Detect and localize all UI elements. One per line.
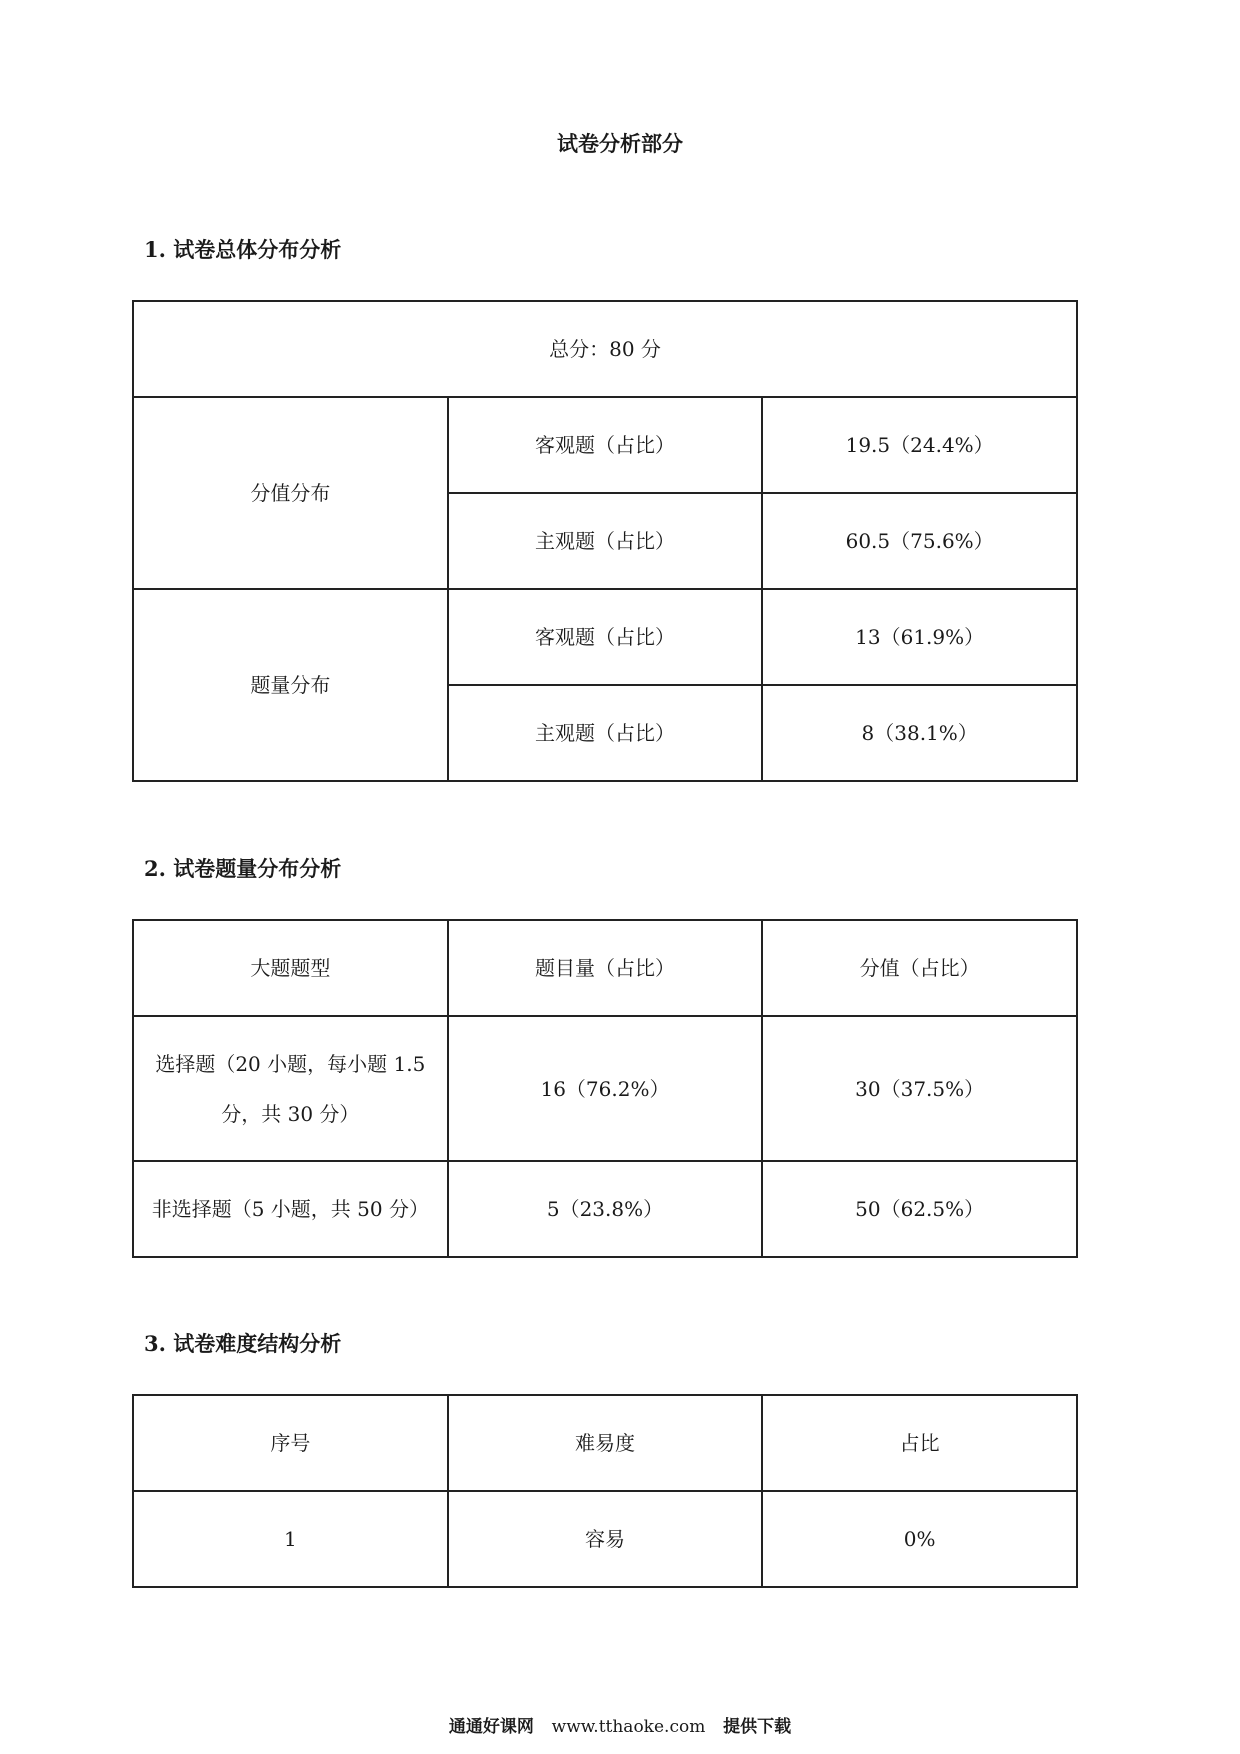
table-cell: 0% — [762, 1491, 1077, 1587]
column-header: 分值（占比） — [762, 920, 1077, 1016]
section-number: 1. — [144, 237, 166, 262]
table-cell: 16（76.2%） — [448, 1016, 763, 1161]
table-cell: 客观题（占比） — [448, 397, 763, 493]
column-header: 难易度 — [448, 1395, 763, 1491]
column-header: 大题题型 — [133, 920, 448, 1016]
section-heading-1 — [144, 234, 341, 264]
column-header: 占比 — [762, 1395, 1077, 1491]
total-score-cell: 总分：80 分 — [133, 301, 1077, 397]
column-header: 序号 — [133, 1395, 448, 1491]
table-header-row — [133, 1395, 1077, 1491]
section-title: 试卷题量分布分析 — [173, 857, 342, 881]
table-cell: 非选择题（5 小题，共 50 分） — [133, 1161, 448, 1257]
table-cell: 13（61.9%） — [762, 589, 1077, 685]
section-number: 2. — [144, 856, 166, 881]
section-title: 试卷总体分布分析 — [173, 238, 342, 262]
table-cell: 客观题（占比） — [448, 589, 763, 685]
table-cell: 19.5（24.4%） — [762, 397, 1077, 493]
table-row — [133, 1491, 1077, 1587]
table-row — [133, 301, 1077, 397]
column-header: 题目量（占比） — [448, 920, 763, 1016]
table-cell: 8（38.1%） — [762, 685, 1077, 781]
section-heading-3 — [144, 1328, 341, 1358]
footer-brand: 通通好课网 — [448, 1717, 534, 1737]
overall-distribution-table — [132, 300, 1078, 782]
table-row — [133, 397, 1077, 493]
score-distribution-label: 分值分布 — [133, 397, 448, 589]
table-row — [133, 1161, 1077, 1257]
difficulty-table — [132, 1394, 1078, 1588]
table-cell: 主观题（占比） — [448, 493, 763, 589]
table-cell: 容易 — [448, 1491, 763, 1587]
table-cell: 60.5（75.6%） — [762, 493, 1077, 589]
table-cell: 主观题（占比） — [448, 685, 763, 781]
page-footer — [0, 1712, 1240, 1737]
table-cell: 1 — [133, 1491, 448, 1587]
table-row — [133, 589, 1077, 685]
section-number: 3. — [144, 1331, 166, 1356]
count-distribution-label: 题量分布 — [133, 589, 448, 781]
table-cell: 50（62.5%） — [762, 1161, 1077, 1257]
footer-note: 提供下载 — [723, 1717, 792, 1737]
section-heading-2 — [144, 853, 341, 883]
table-cell: 5（23.8%） — [448, 1161, 763, 1257]
footer-site-link[interactable]: www.tthaoke.com — [551, 1717, 706, 1737]
table-header-row — [133, 920, 1077, 1016]
section-title: 试卷难度结构分析 — [173, 1332, 342, 1356]
table-cell: 选择题（20 小题，每小题 1.5 分，共 30 分） — [133, 1016, 448, 1161]
page-title: 试卷分析部分 — [557, 132, 683, 156]
question-type-table — [132, 919, 1078, 1258]
table-cell: 30（37.5%） — [762, 1016, 1077, 1161]
table-row — [133, 1016, 1077, 1161]
